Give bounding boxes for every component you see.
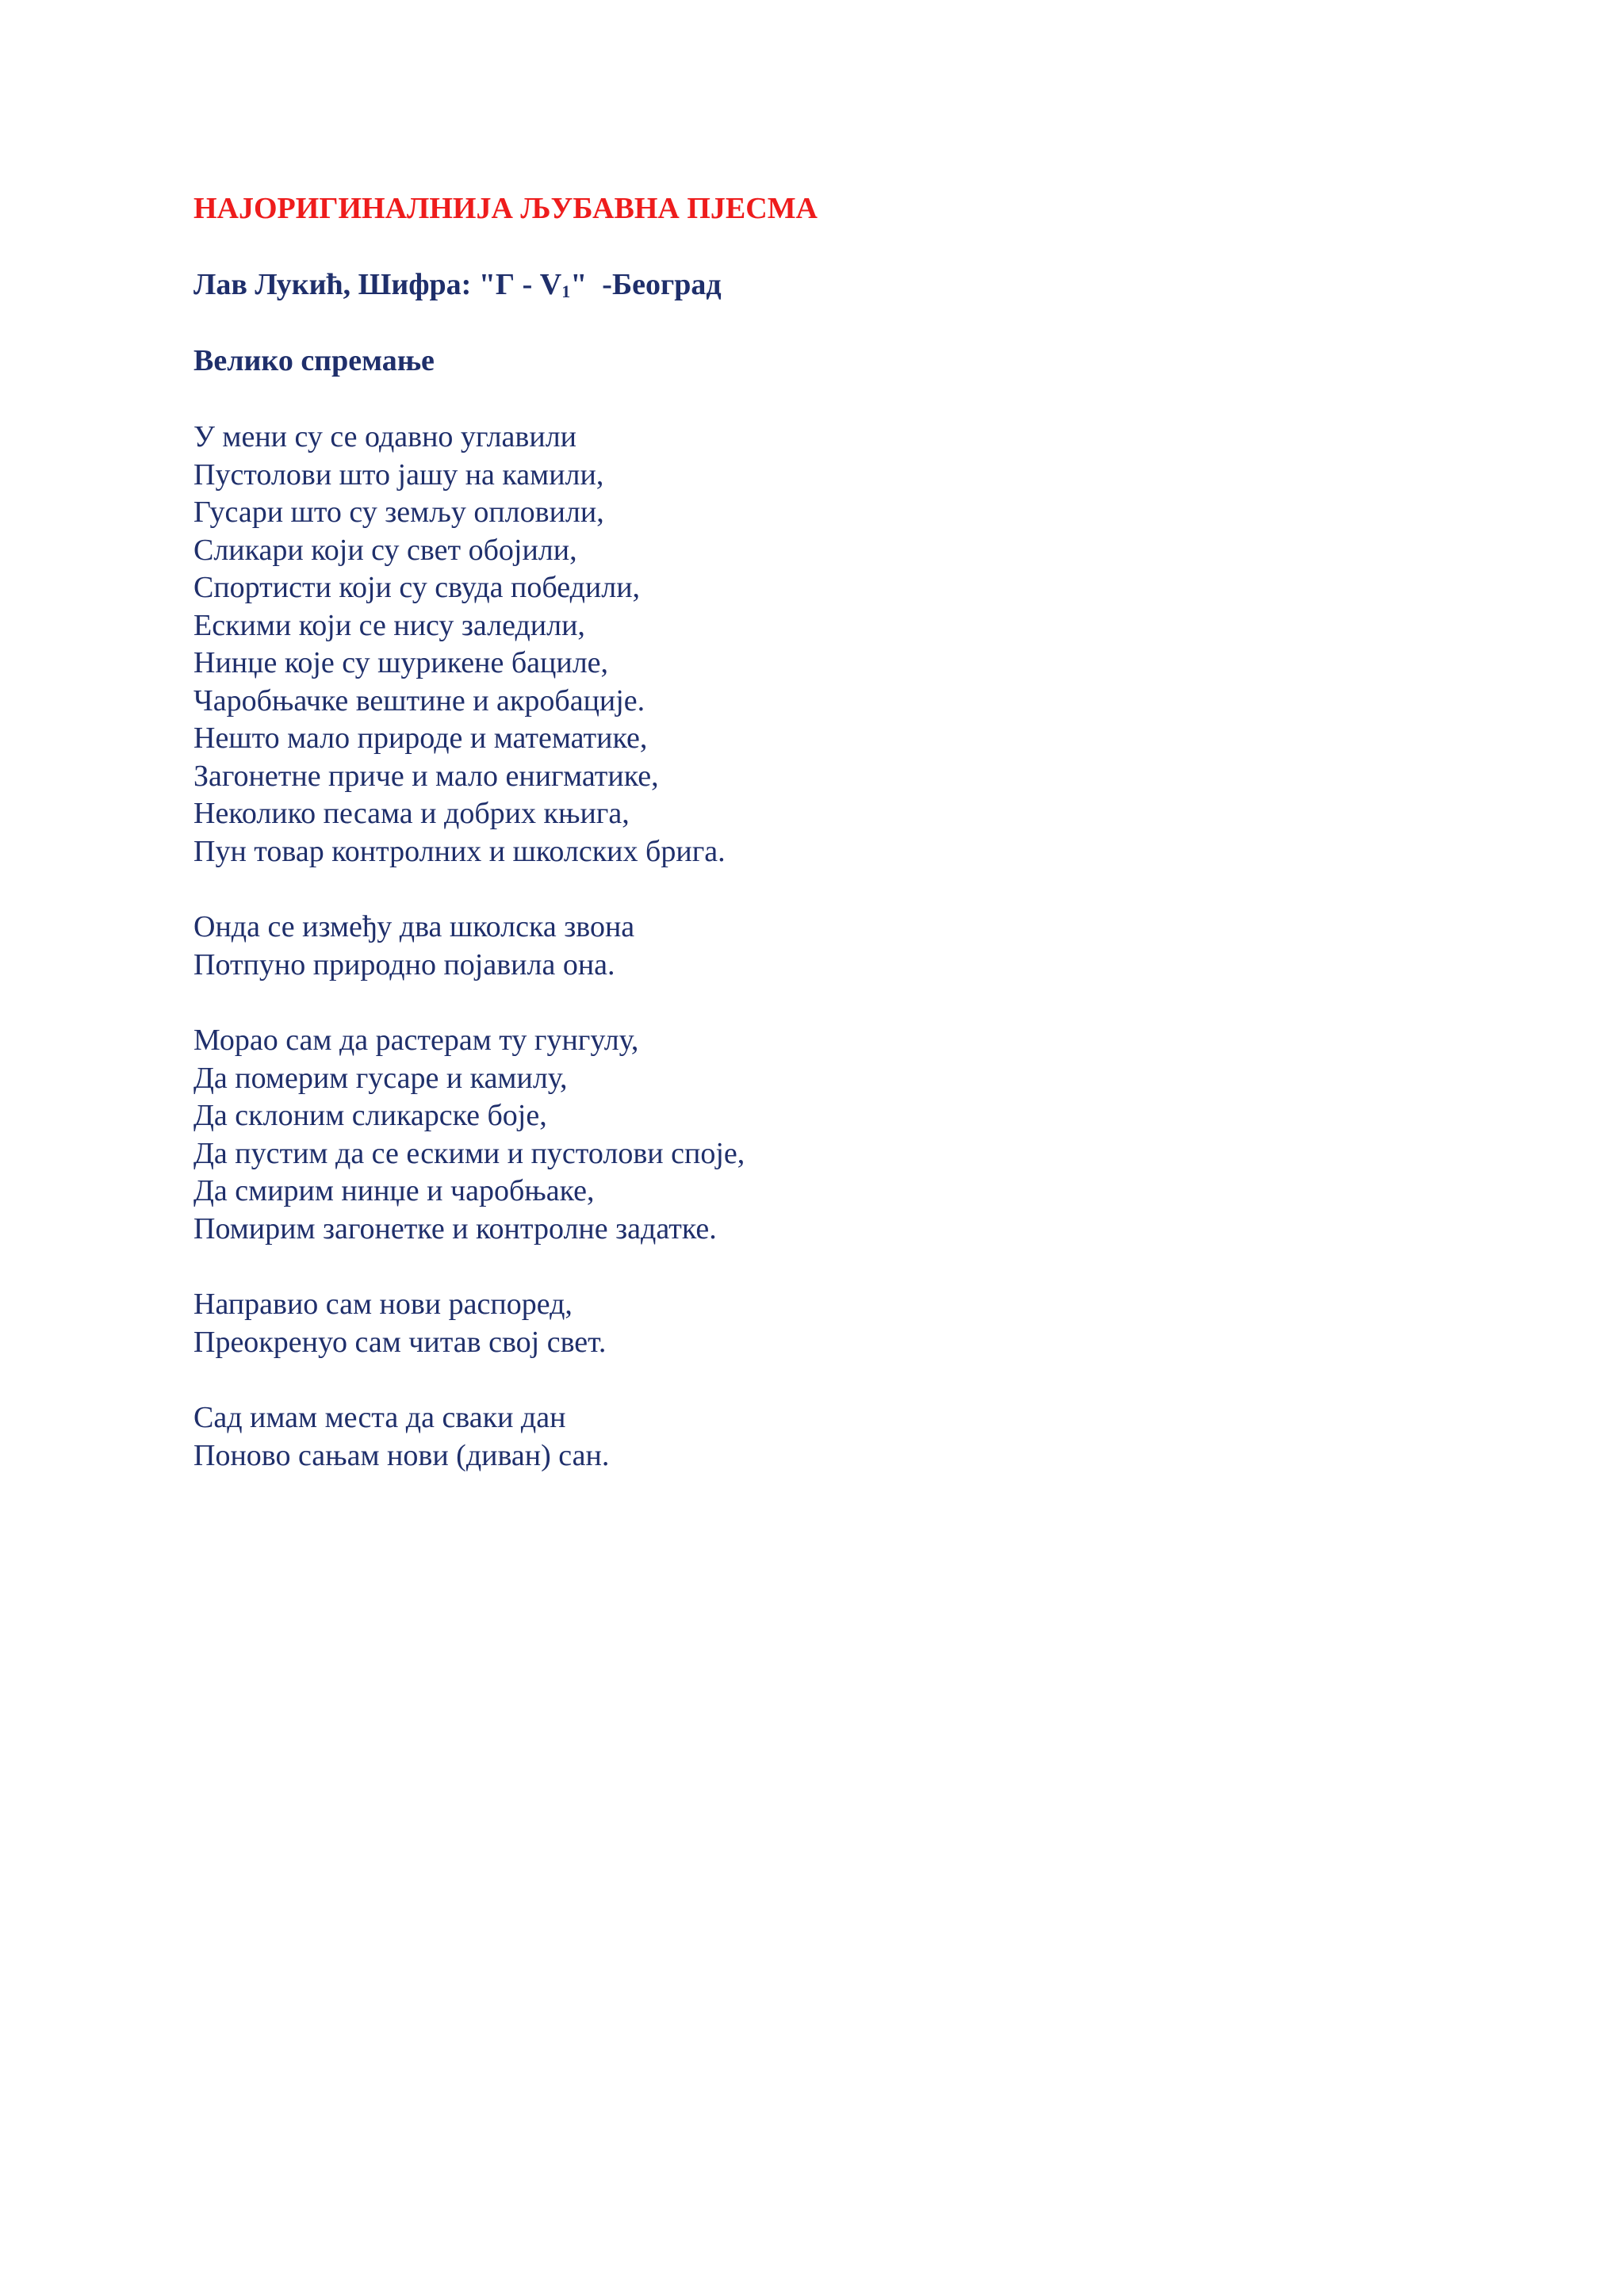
poem-line: У мени су се одавно углавили	[193, 420, 576, 453]
poem-line: Ескими који се нису заледили,	[193, 608, 585, 642]
document-content	[193, 190, 1542, 1513]
poem-line: Сад имам места да сваки дан	[193, 1401, 566, 1434]
poem-line: Онда се између два школска звона	[193, 910, 635, 943]
poem-line: Сликари који су свет обојили,	[193, 533, 577, 567]
stanza	[193, 419, 1542, 871]
poem-line: Потпуно природно појавила она.	[193, 947, 615, 982]
poem-line: Неколико песама и добрих књига,	[193, 797, 630, 830]
poem-line: Гусари што су земљу опловили,	[193, 496, 604, 529]
poem-body	[193, 419, 1542, 1475]
poem-line: Нешто мало природе и математике,	[193, 721, 648, 755]
poem-line: Чаробњачке вештине и акробације.	[193, 683, 645, 718]
stanza	[193, 909, 1542, 984]
poem-line: Да пустим да се ескими и пустолови споје,	[193, 1136, 745, 1170]
author-suffix: " -Београд	[570, 268, 722, 301]
poem-line: Да померим гусаре и камилу,	[193, 1061, 568, 1095]
poem-line: Направио сам нови распоред,	[193, 1288, 573, 1321]
document-title: НАЈОРИГИНАЛНИЈА ЉУБАВНА ПЈЕСМА	[193, 192, 818, 225]
poem-line: Да склоним сликарске боје,	[193, 1099, 547, 1132]
poem-title: Велико спремање	[193, 344, 435, 377]
poem-line: Да смирим нинџе и чаробњаке,	[193, 1174, 595, 1207]
poem-line: Преокренуо сам читав свој свет.	[193, 1325, 607, 1359]
author-line	[193, 266, 1542, 303]
stanza	[193, 1022, 1542, 1248]
poem-line: Пустолови што јашу на камили,	[193, 457, 604, 492]
author-subscript: 1	[561, 281, 571, 301]
poem-line: Загонетне приче и мало енигматике,	[193, 759, 659, 793]
poem-line: Помирим загонетке и контролне задатке.	[193, 1211, 717, 1246]
poem-line: Пун товар контролних и школских брига.	[193, 834, 726, 868]
poem-line: Поново сањам нови (диван) сан.	[193, 1438, 610, 1472]
stanza	[193, 1399, 1542, 1475]
poem-line: Спортисти који су свуда победили,	[193, 571, 641, 604]
stanza	[193, 1286, 1542, 1361]
poem-line: Морао сам да растерам ту гунгулу,	[193, 1024, 639, 1057]
author-prefix: Лав Лукић, Шифра: "Г - V	[193, 268, 562, 301]
poem-line: Нинџе које су шурикене бациле,	[193, 646, 609, 679]
